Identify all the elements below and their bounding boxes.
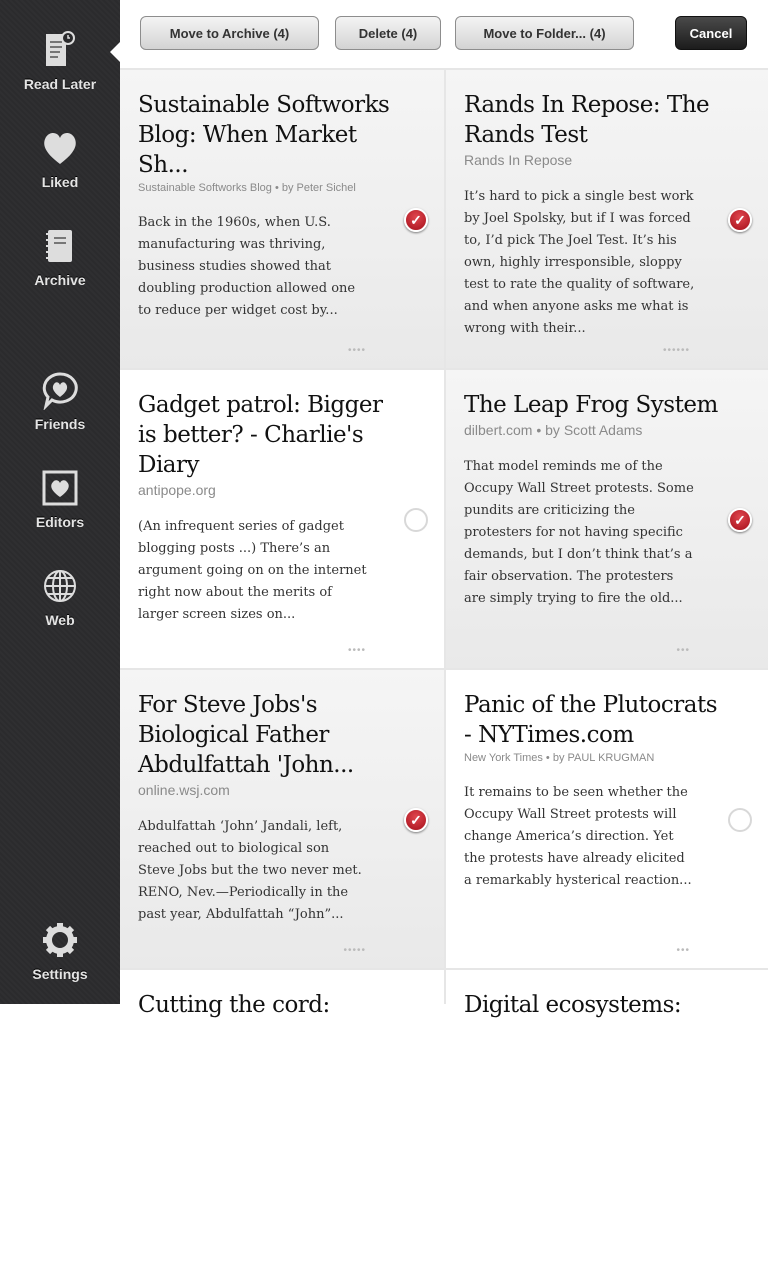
sidebar-item-web[interactable] <box>0 566 120 628</box>
page-dots: •••••• <box>662 345 690 356</box>
article-card[interactable] <box>120 70 444 368</box>
move-to-archive-button[interactable]: Move to Archive (4) <box>140 16 319 50</box>
sidebar-item-friends[interactable] <box>0 370 120 432</box>
article-excerpt: It’s hard to pick a single best work by Joel Spolsky, but if I was forced to, I’d pick The Joel Test. It’s his own, highly irresponsible, sloppy test to rate the quality of software, and when anyone asks me what is wrong with their... <box>464 189 695 336</box>
article-source: antipope.org <box>138 482 216 498</box>
article-title: Rands In Repose: The Rands Test <box>464 92 710 148</box>
delete-button[interactable]: Delete (4) <box>335 16 441 50</box>
sidebar-item-editors[interactable] <box>0 468 120 530</box>
globe-icon <box>40 566 80 606</box>
checked-icon[interactable]: ✓ <box>728 208 752 232</box>
sidebar-label: Read Later <box>23 76 97 92</box>
sidebar-label: Liked <box>41 174 79 190</box>
article-source: Rands In Repose <box>464 152 573 168</box>
article-excerpt: Back in the 1960s, when U.S. manufacturing was thriving, business studies showed that doubling production allowed one to reduce per widget cost by... <box>138 215 356 318</box>
sidebar <box>0 0 120 1004</box>
article-source: dilbert.com • by Scott Adams <box>464 422 643 438</box>
article-title: Gadget patrol: Bigger is better? - Charlie's Diary <box>138 392 383 478</box>
unchecked-circle-icon[interactable] <box>404 508 428 532</box>
unchecked-circle-icon[interactable] <box>728 808 752 832</box>
article-source: Sustainable Softworks Blog • by Peter Sichel <box>138 182 356 194</box>
selected-pointer <box>110 42 120 62</box>
sidebar-item-settings[interactable] <box>0 920 120 982</box>
sidebar-label: Archive <box>34 272 86 288</box>
sidebar-item-archive[interactable] <box>0 226 120 288</box>
article-excerpt: It remains to be seen whether the Occupy Wall Street protests will change America’s direction. Yet the protests have already elicited a remarkably hysterical reaction... <box>464 785 692 888</box>
toolbar <box>120 0 768 68</box>
sidebar-item-read-later[interactable] <box>0 30 120 92</box>
page-dots: ••• <box>676 945 690 956</box>
article-card[interactable] <box>446 670 768 968</box>
archive-icon <box>40 226 80 266</box>
sidebar-label: Friends <box>34 416 86 432</box>
article-card[interactable] <box>120 670 444 968</box>
article-source: New York Times • by PAUL KRUGMAN <box>464 752 655 764</box>
article-card[interactable] <box>446 970 768 1268</box>
sidebar-label: Settings <box>32 966 88 982</box>
gear-icon <box>40 920 80 960</box>
article-title: The Leap Frog System <box>464 392 718 418</box>
editors-icon <box>40 468 80 508</box>
article-card[interactable] <box>446 70 768 368</box>
checked-icon[interactable]: ✓ <box>404 208 428 232</box>
page-dots: •••• <box>347 345 366 356</box>
page-dots: ••••• <box>343 945 366 956</box>
article-excerpt: Abdulfattah ‘John’ Jandali, left, reached out to biological son Steve Jobs but the two never met. RENO, Nev.—Periodically in the past year, Abdulfattah “John”... <box>138 819 362 922</box>
cancel-button[interactable]: Cancel <box>675 16 747 50</box>
move-to-folder-button[interactable]: Move to Folder... (4) <box>455 16 634 50</box>
article-title: Cutting the cord: <box>138 992 330 1018</box>
article-grid <box>120 68 768 1018</box>
friends-icon <box>40 370 80 410</box>
article-source: online.wsj.com <box>138 782 230 798</box>
article-card[interactable] <box>120 370 444 668</box>
checked-icon[interactable]: ✓ <box>404 808 428 832</box>
sidebar-label: Web <box>45 612 75 628</box>
heart-icon <box>40 128 80 168</box>
article-card[interactable] <box>120 970 444 1268</box>
checked-icon[interactable]: ✓ <box>728 508 752 532</box>
page-dots: •••• <box>347 645 366 656</box>
article-excerpt: That model reminds me of the Occupy Wall Street protests. Some pundits are criticizing the protesters for not having specific demands, but I don’t think that’s a fair observation. The protesters are simply trying to fire the old... <box>464 459 694 606</box>
article-title: Sustainable Softworks Blog: When Market Sh... <box>138 92 390 178</box>
article-title: Digital ecosystems: <box>464 992 682 1018</box>
sidebar-label: Editors <box>35 514 85 530</box>
page-dots: ••• <box>676 645 690 656</box>
article-title: For Steve Jobs's Biological Father Abdulfattah 'John... <box>138 692 354 778</box>
read-later-icon <box>40 30 80 70</box>
article-title: Panic of the Plutocrats - NYTimes.com <box>464 692 718 748</box>
article-excerpt: (An infrequent series of gadget blogging posts ...) There’s an argument going on on the internet right now about the merits of larger screen sizes on... <box>138 519 367 622</box>
sidebar-item-liked[interactable] <box>0 128 120 190</box>
article-card[interactable] <box>446 370 768 668</box>
